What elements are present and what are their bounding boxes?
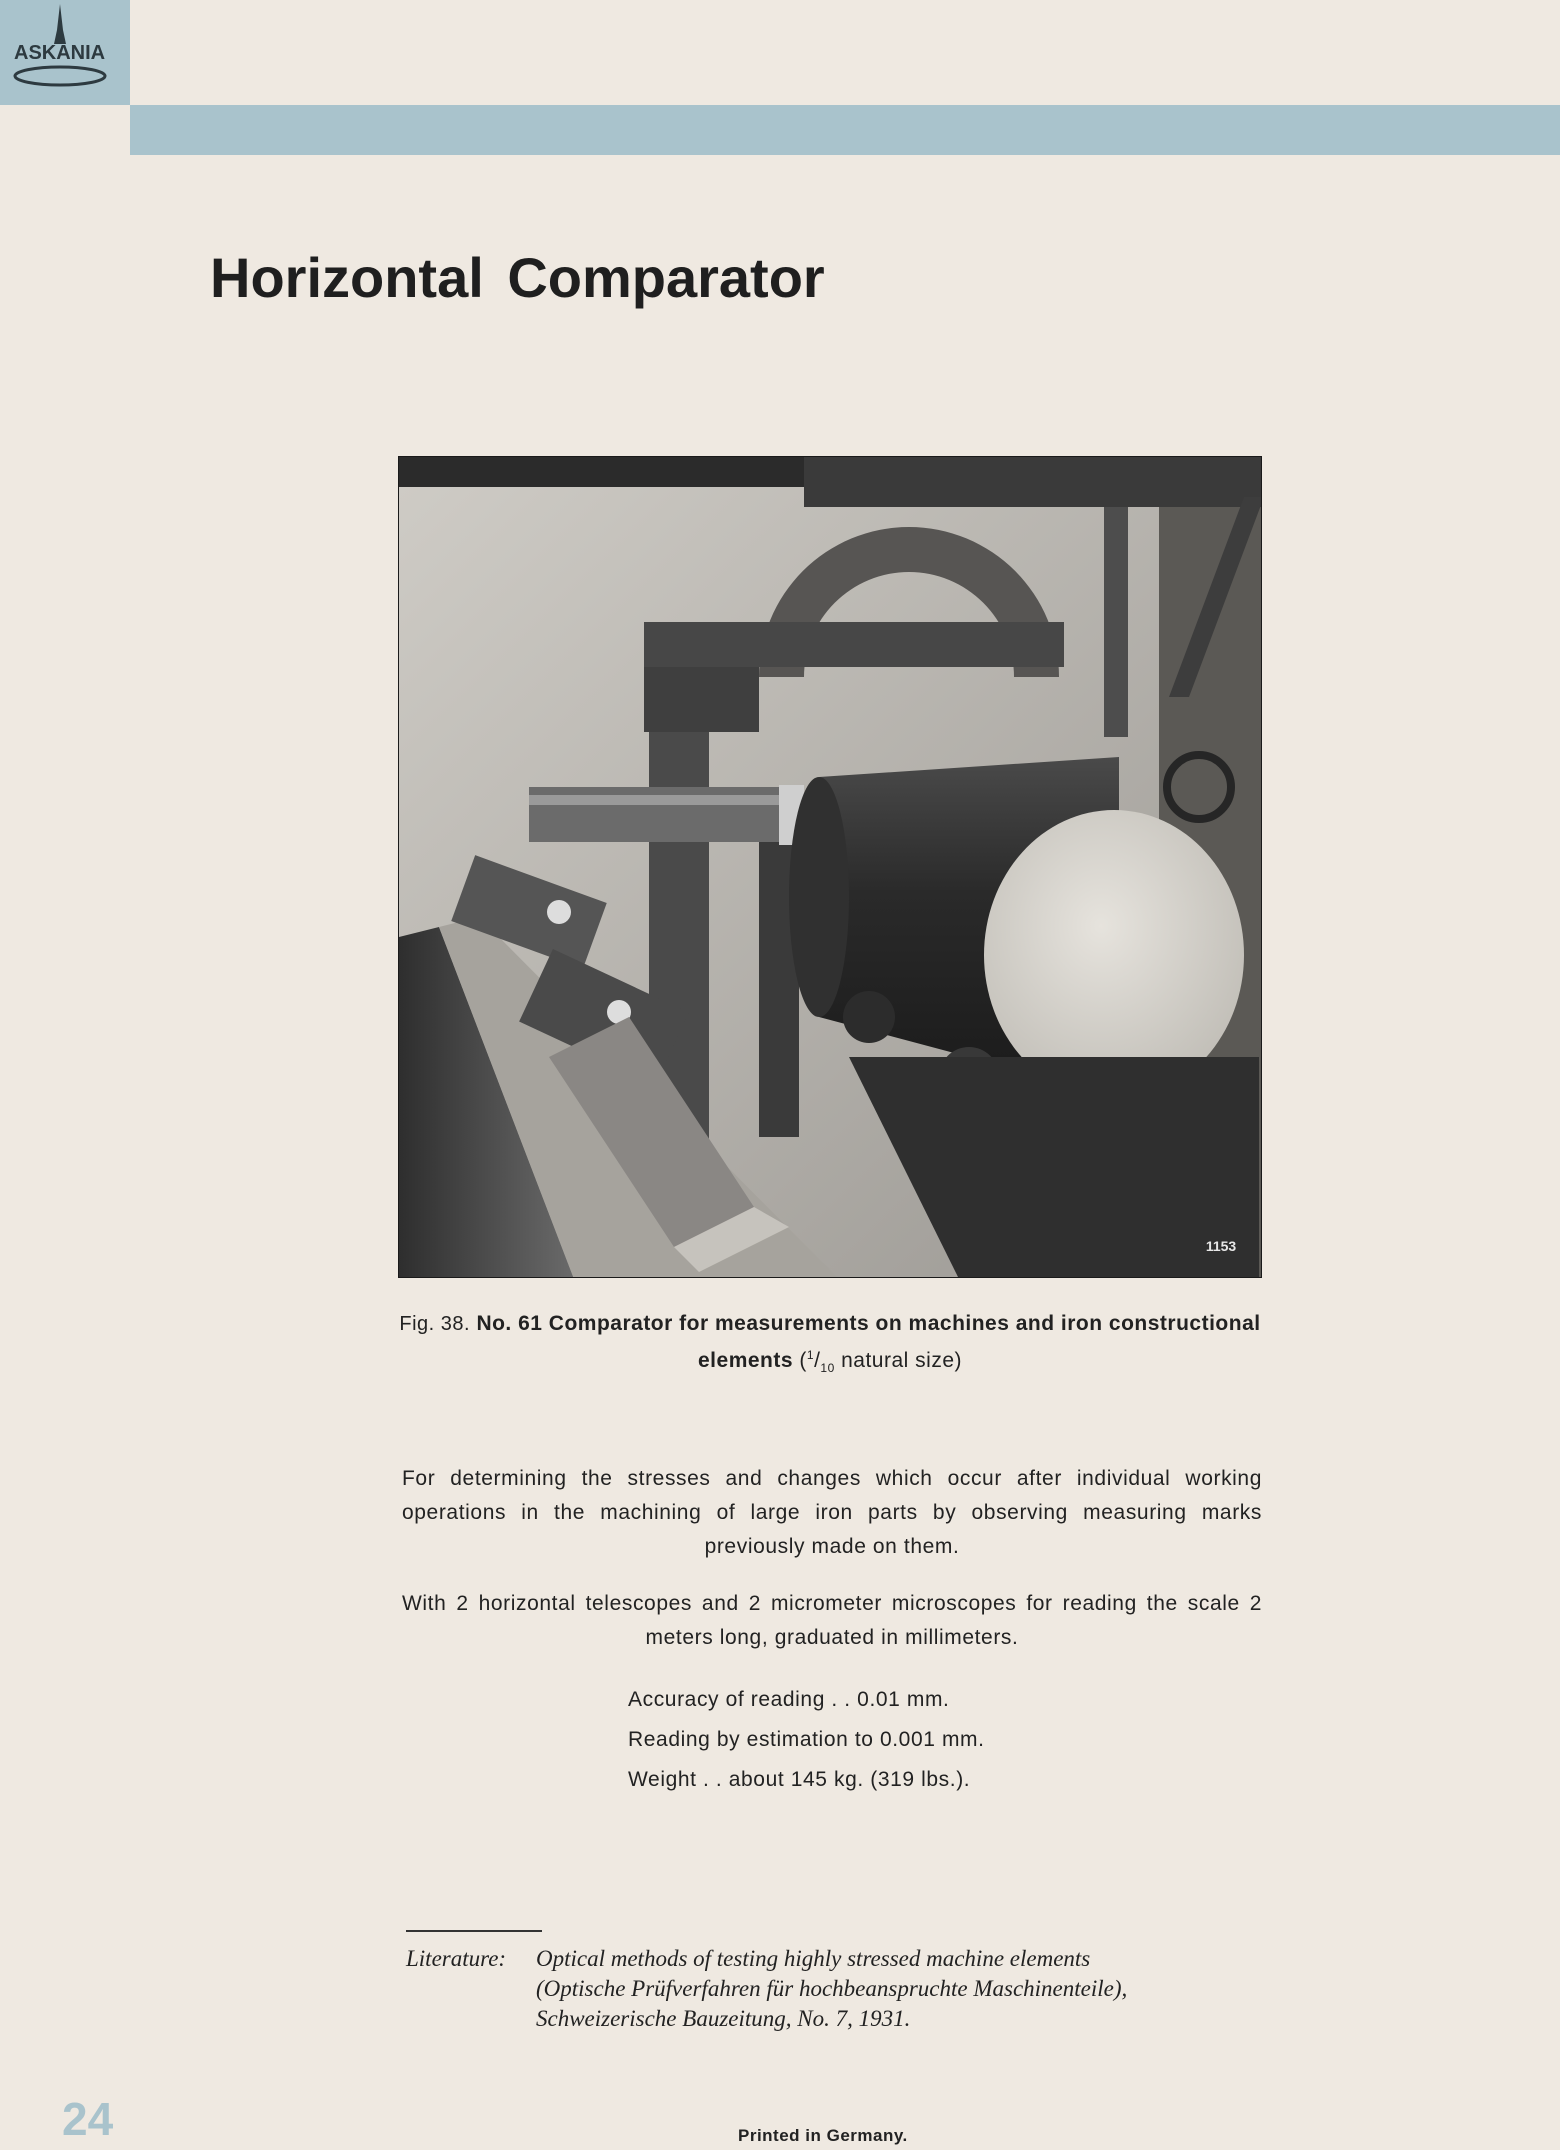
body-paragraph-2: With 2 horizontal telescopes and 2 micrometer microscopes for reading the scale 2 meters long, graduated in millimeters.: [402, 1592, 1262, 1649]
header-band: [130, 105, 1560, 155]
caption-scale-num: 1: [806, 1348, 815, 1362]
page-title: Horizontal Comparator: [210, 246, 825, 309]
caption-tail: natural size): [841, 1349, 962, 1372]
literature-line-1: Optical methods of testing highly stressed machine elements: [536, 1946, 1091, 1971]
page-number: 24: [62, 2093, 114, 2145]
spec-accuracy: Accuracy of reading . . 0.01 mm.: [628, 1688, 950, 1711]
literature-line-3: Schweizerische Bauzeitung, No. 7, 1931.: [536, 2006, 911, 2031]
figure-caption: Fig. 38. No. 61 Comparator for measurements on machines and iron constructional elements ($^1/_{10}$ natural size): [399, 1312, 1261, 1376]
figure-photo: [398, 456, 1262, 1278]
photo-number: 1153: [1205, 1238, 1237, 1254]
comparator-machine-photo: [399, 457, 1262, 1278]
literature-divider: [406, 1930, 542, 1932]
caption-title: No. 61 Comparator for measurements on machines and iron constructional elements: [476, 1312, 1261, 1372]
literature-label: Literature:: [406, 1946, 507, 1971]
literature-body: [536, 1944, 1266, 2034]
caption-fig-label: Fig. 38.: [399, 1313, 471, 1335]
caption-scale-den: 10: [820, 1361, 835, 1376]
spec-weight: Weight . . about 145 kg. (319 lbs.).: [628, 1768, 971, 1791]
printed-in-note: Printed in Germany.: [738, 2126, 908, 2145]
body-paragraph-1: For determining the stresses and changes which occur after individual working operations in the machining of large iron parts by observing measuring marks previously made on them.: [402, 1467, 1262, 1558]
specifications: [628, 1680, 985, 1800]
logo-text: ASKANIA: [14, 42, 106, 64]
spec-estimation: Reading by estimation to 0.001 mm.: [628, 1728, 985, 1751]
literature-line-2: (Optische Prüfverfahren für hochbeanspruchte Maschinenteile),: [536, 1976, 1128, 2001]
askania-logo: [0, 0, 130, 105]
